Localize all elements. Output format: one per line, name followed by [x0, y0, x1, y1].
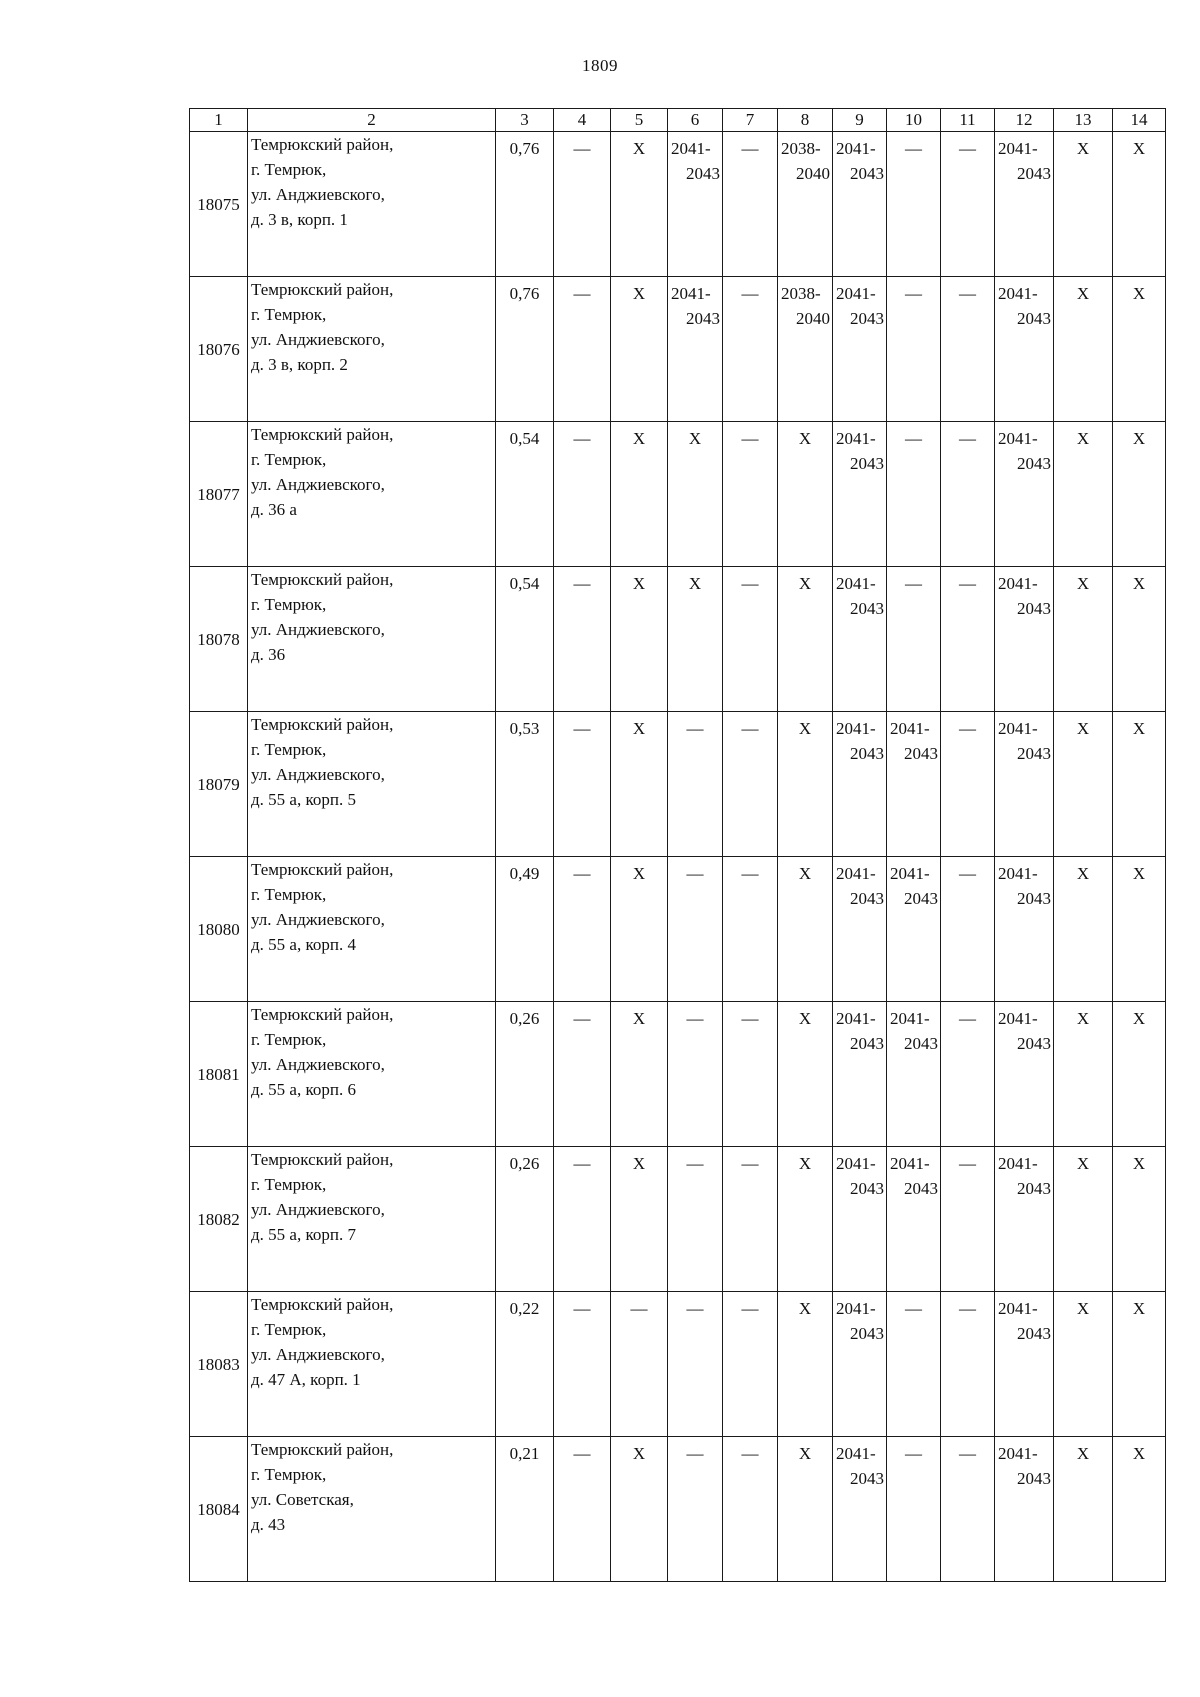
cell-col-8 [778, 1292, 833, 1437]
cell-line: 2043 [850, 889, 884, 908]
cell-col-14: X [1113, 1292, 1166, 1437]
address-line: Темрюкский район, [251, 1150, 394, 1169]
address-cell [248, 1292, 496, 1437]
column-header-14: 14 [1113, 109, 1166, 132]
cell-col-8 [778, 1437, 833, 1582]
cell-col-8 [778, 1147, 833, 1292]
address-cell [248, 712, 496, 857]
cell-col-5: X [611, 712, 668, 857]
address-line: Темрюкский район, [251, 425, 394, 444]
cell-line: 2043 [904, 1179, 938, 1198]
cell-line: 2041- [671, 284, 711, 303]
cell-line: 2041- [890, 1009, 930, 1028]
column-header-4: 4 [554, 109, 611, 132]
row-number: 18075 [190, 132, 248, 277]
cell-col-7: — [723, 277, 778, 422]
column-header-8: 8 [778, 109, 833, 132]
cell-col-10 [887, 712, 941, 857]
cell-col-3: 0,49 [496, 857, 554, 1002]
cell-line: 2043 [1017, 1469, 1051, 1488]
cell-col-12 [995, 567, 1054, 712]
cell-line: 2041- [998, 429, 1038, 448]
cell-line: 2043 [1017, 1324, 1051, 1343]
table-row [190, 132, 1166, 277]
cell-line: X [798, 1009, 812, 1028]
cell-col-8 [778, 857, 833, 1002]
cell-col-7: — [723, 1002, 778, 1147]
cell-col-14: X [1113, 277, 1166, 422]
row-number: 18077 [190, 422, 248, 567]
cell-col-11: — [941, 132, 995, 277]
cell-line: 2041- [836, 1299, 876, 1318]
cell-col-10 [887, 1147, 941, 1292]
cell-col-12 [995, 132, 1054, 277]
cell-col-14: X [1113, 567, 1166, 712]
address-line: д. 55 а, корп. 5 [251, 790, 356, 809]
cell-col-8 [778, 277, 833, 422]
cell-col-7: — [723, 712, 778, 857]
cell-col-6 [668, 712, 723, 857]
table-row [190, 712, 1166, 857]
cell-line: 2043 [850, 599, 884, 618]
address-line: Темрюкский район, [251, 1440, 394, 1459]
cell-col-4: — [554, 1437, 611, 1582]
cell-line: 2043 [850, 1034, 884, 1053]
cell-col-4: — [554, 132, 611, 277]
address-line: г. Темрюк, [251, 740, 327, 759]
cell-line: 2041- [998, 574, 1038, 593]
cell-col-4: — [554, 712, 611, 857]
register-table [189, 108, 1166, 1582]
cell-line: 2043 [904, 1034, 938, 1053]
table-row [190, 277, 1166, 422]
address-line: ул. Анджиевского, [251, 330, 385, 349]
cell-line: X [798, 719, 812, 738]
column-header-11: 11 [941, 109, 995, 132]
cell-line: 2041- [836, 864, 876, 883]
cell-col-8 [778, 422, 833, 567]
cell-line: 2038- [781, 284, 821, 303]
cell-line: 2043 [1017, 309, 1051, 328]
cell-col-12 [995, 1437, 1054, 1582]
address-line: д. 36 [251, 645, 286, 664]
column-header-2: 2 [248, 109, 496, 132]
row-number: 18080 [190, 857, 248, 1002]
cell-col-3: 0,26 [496, 1002, 554, 1147]
cell-col-10 [887, 857, 941, 1002]
cell-col-6 [668, 422, 723, 567]
address-line: г. Темрюк, [251, 450, 327, 469]
cell-line: 2041- [836, 284, 876, 303]
row-number: 18076 [190, 277, 248, 422]
cell-line: 2040 [796, 309, 830, 328]
cell-col-14: X [1113, 1147, 1166, 1292]
cell-line: — [686, 1009, 704, 1028]
cell-col-6 [668, 132, 723, 277]
address-line: Темрюкский район, [251, 715, 394, 734]
cell-col-12 [995, 712, 1054, 857]
table-body [190, 132, 1166, 1582]
address-cell [248, 1437, 496, 1582]
cell-col-3: 0,26 [496, 1147, 554, 1292]
column-header-6: 6 [668, 109, 723, 132]
cell-line: 2040 [796, 164, 830, 183]
address-line: д. 3 в, корп. 1 [251, 210, 348, 229]
cell-line: 2043 [850, 309, 884, 328]
cell-col-14: X [1113, 857, 1166, 1002]
cell-line: 2041- [836, 719, 876, 738]
cell-line: 2043 [1017, 1179, 1051, 1198]
cell-col-14: X [1113, 132, 1166, 277]
cell-col-7: — [723, 567, 778, 712]
cell-col-11: — [941, 567, 995, 712]
cell-col-5: X [611, 277, 668, 422]
row-number: 18083 [190, 1292, 248, 1437]
cell-col-13: X [1054, 1437, 1113, 1582]
address-line: ул. Анджиевского, [251, 765, 385, 784]
address-line: д. 3 в, корп. 2 [251, 355, 348, 374]
cell-line: X [798, 1299, 812, 1318]
cell-line: 2043 [850, 744, 884, 763]
address-cell [248, 857, 496, 1002]
cell-col-13: X [1054, 277, 1113, 422]
table-header [190, 109, 1166, 132]
address-line: Темрюкский район, [251, 570, 394, 589]
row-number: 18082 [190, 1147, 248, 1292]
cell-line: — [686, 719, 704, 738]
cell-line: 2041- [890, 1154, 930, 1173]
address-line: д. 36 а [251, 500, 297, 519]
cell-col-5: X [611, 1002, 668, 1147]
cell-line: 2041- [836, 574, 876, 593]
table-row [190, 1002, 1166, 1147]
cell-col-10: — [887, 422, 941, 567]
cell-line: 2043 [1017, 454, 1051, 473]
cell-col-5: — [611, 1292, 668, 1437]
cell-col-3: 0,54 [496, 567, 554, 712]
cell-col-9 [833, 712, 887, 857]
cell-line: 2041- [671, 139, 711, 158]
address-line: Темрюкский район, [251, 135, 394, 154]
cell-col-13: X [1054, 1002, 1113, 1147]
column-header-3: 3 [496, 109, 554, 132]
cell-col-6 [668, 1292, 723, 1437]
cell-col-5: X [611, 857, 668, 1002]
cell-col-3: 0,76 [496, 277, 554, 422]
address-line: ул. Анджиевского, [251, 1055, 385, 1074]
cell-line: 2043 [904, 889, 938, 908]
address-line: г. Темрюк, [251, 1030, 327, 1049]
cell-col-7: — [723, 1147, 778, 1292]
cell-col-13: X [1054, 712, 1113, 857]
cell-line: 2041- [998, 139, 1038, 158]
cell-col-3: 0,22 [496, 1292, 554, 1437]
column-header-10: 10 [887, 109, 941, 132]
cell-col-6 [668, 1147, 723, 1292]
cell-line: 2041- [836, 139, 876, 158]
cell-col-10: — [887, 132, 941, 277]
address-line: ул. Анджиевского, [251, 1200, 385, 1219]
cell-line: X [798, 1444, 812, 1463]
address-cell [248, 1002, 496, 1147]
cell-line: 2043 [850, 164, 884, 183]
row-number: 18081 [190, 1002, 248, 1147]
address-cell [248, 422, 496, 567]
cell-line: 2041- [998, 864, 1038, 883]
cell-col-9 [833, 1002, 887, 1147]
cell-col-13: X [1054, 1147, 1113, 1292]
cell-col-4: — [554, 277, 611, 422]
cell-col-11: — [941, 857, 995, 1002]
column-header-5: 5 [611, 109, 668, 132]
cell-col-14: X [1113, 1437, 1166, 1582]
cell-line: X [688, 429, 702, 448]
cell-col-10: — [887, 567, 941, 712]
address-line: Темрюкский район, [251, 860, 394, 879]
address-line: д. 55 а, корп. 7 [251, 1225, 356, 1244]
cell-line: 2041- [836, 429, 876, 448]
cell-col-12 [995, 1002, 1054, 1147]
cell-col-3: 0,54 [496, 422, 554, 567]
cell-col-10: — [887, 277, 941, 422]
cell-col-9 [833, 1147, 887, 1292]
cell-col-3: 0,76 [496, 132, 554, 277]
address-line: ул. Анджиевского, [251, 910, 385, 929]
cell-col-13: X [1054, 857, 1113, 1002]
column-header-12: 12 [995, 109, 1054, 132]
cell-col-4: — [554, 857, 611, 1002]
cell-col-9 [833, 277, 887, 422]
column-header-9: 9 [833, 109, 887, 132]
cell-line: 2043 [850, 1324, 884, 1343]
cell-col-9 [833, 1292, 887, 1437]
cell-col-7: — [723, 857, 778, 1002]
cell-line: X [798, 429, 812, 448]
cell-line: — [686, 1444, 704, 1463]
cell-col-10: — [887, 1437, 941, 1582]
cell-col-9 [833, 422, 887, 567]
table-row [190, 1437, 1166, 1582]
cell-col-9 [833, 1437, 887, 1582]
address-line: г. Темрюк, [251, 595, 327, 614]
cell-line: 2041- [836, 1444, 876, 1463]
address-line: ул. Анджиевского, [251, 1345, 385, 1364]
table-row [190, 1147, 1166, 1292]
cell-col-11: — [941, 712, 995, 857]
cell-col-7: — [723, 132, 778, 277]
address-line: г. Темрюк, [251, 1465, 327, 1484]
cell-col-6 [668, 857, 723, 1002]
address-cell [248, 567, 496, 712]
cell-line: 2043 [1017, 889, 1051, 908]
cell-col-12 [995, 422, 1054, 567]
cell-line: 2043 [850, 454, 884, 473]
address-line: д. 55 а, корп. 6 [251, 1080, 356, 1099]
table-row [190, 857, 1166, 1002]
cell-col-5: X [611, 1147, 668, 1292]
cell-line: 2041- [836, 1154, 876, 1173]
address-line: г. Темрюк, [251, 885, 327, 904]
cell-line: 2043 [904, 744, 938, 763]
cell-col-14: X [1113, 1002, 1166, 1147]
cell-line: 2043 [1017, 744, 1051, 763]
cell-col-11: — [941, 1292, 995, 1437]
table-row [190, 1292, 1166, 1437]
cell-col-6 [668, 1002, 723, 1147]
cell-col-7: — [723, 1437, 778, 1582]
cell-line: 2041- [890, 719, 930, 738]
cell-col-12 [995, 857, 1054, 1002]
cell-line: — [686, 1154, 704, 1173]
cell-col-9 [833, 567, 887, 712]
cell-col-14: X [1113, 422, 1166, 567]
cell-col-9 [833, 132, 887, 277]
cell-col-8 [778, 1002, 833, 1147]
cell-col-12 [995, 1147, 1054, 1292]
cell-line: 2043 [1017, 164, 1051, 183]
cell-line: 2041- [998, 719, 1038, 738]
column-header-1: 1 [190, 109, 248, 132]
page-number: 1809 [582, 56, 618, 75]
cell-col-10 [887, 1002, 941, 1147]
cell-col-10: — [887, 1292, 941, 1437]
cell-line: 2041- [998, 1299, 1038, 1318]
address-cell [248, 132, 496, 277]
address-line: д. 55 а, корп. 4 [251, 935, 356, 954]
cell-col-11: — [941, 1147, 995, 1292]
address-line: ул. Анджиевского, [251, 185, 385, 204]
cell-col-6 [668, 1437, 723, 1582]
cell-line: 2041- [890, 864, 930, 883]
cell-line: 2041- [998, 284, 1038, 303]
address-line: ул. Советская, [251, 1490, 354, 1509]
address-line: г. Темрюк, [251, 160, 327, 179]
cell-col-12 [995, 277, 1054, 422]
cell-line: X [798, 574, 812, 593]
address-line: Темрюкский район, [251, 1295, 394, 1314]
address-line: д. 43 [251, 1515, 286, 1534]
row-number: 18078 [190, 567, 248, 712]
cell-line: 2043 [850, 1469, 884, 1488]
address-line: г. Темрюк, [251, 1175, 327, 1194]
cell-col-4: — [554, 1147, 611, 1292]
cell-col-6 [668, 567, 723, 712]
cell-col-11: — [941, 277, 995, 422]
cell-col-11: — [941, 422, 995, 567]
cell-col-13: X [1054, 132, 1113, 277]
address-line: Темрюкский район, [251, 1005, 394, 1024]
cell-col-4: — [554, 422, 611, 567]
cell-col-12 [995, 1292, 1054, 1437]
cell-line: X [798, 1154, 812, 1173]
cell-line: 2041- [998, 1444, 1038, 1463]
table-row [190, 567, 1166, 712]
cell-col-13: X [1054, 1292, 1113, 1437]
cell-line: 2038- [781, 139, 821, 158]
cell-col-11: — [941, 1437, 995, 1582]
cell-line: 2043 [686, 309, 720, 328]
cell-col-14: X [1113, 712, 1166, 857]
address-line: ул. Анджиевского, [251, 475, 385, 494]
cell-col-6 [668, 277, 723, 422]
cell-col-5: X [611, 132, 668, 277]
cell-col-5: X [611, 1437, 668, 1582]
cell-col-5: X [611, 422, 668, 567]
row-number: 18084 [190, 1437, 248, 1582]
cell-line: 2041- [998, 1009, 1038, 1028]
address-line: Темрюкский район, [251, 280, 394, 299]
cell-col-4: — [554, 1292, 611, 1437]
cell-col-13: X [1054, 422, 1113, 567]
cell-line: 2043 [1017, 599, 1051, 618]
column-header-13: 13 [1054, 109, 1113, 132]
cell-col-7: — [723, 422, 778, 567]
cell-col-11: — [941, 1002, 995, 1147]
cell-line: — [686, 1299, 704, 1318]
cell-line: 2041- [998, 1154, 1038, 1173]
column-header-7: 7 [723, 109, 778, 132]
cell-col-13: X [1054, 567, 1113, 712]
cell-col-8 [778, 567, 833, 712]
cell-line: X [688, 574, 702, 593]
address-line: ул. Анджиевского, [251, 620, 385, 639]
cell-line: 2043 [850, 1179, 884, 1198]
cell-line: 2043 [686, 164, 720, 183]
address-line: д. 47 А, корп. 1 [251, 1370, 361, 1389]
cell-line: 2041- [836, 1009, 876, 1028]
cell-col-3: 0,21 [496, 1437, 554, 1582]
cell-col-5: X [611, 567, 668, 712]
cell-col-7: — [723, 1292, 778, 1437]
cell-col-4: — [554, 1002, 611, 1147]
cell-col-3: 0,53 [496, 712, 554, 857]
address-line: г. Темрюк, [251, 305, 327, 324]
cell-col-4: — [554, 567, 611, 712]
table-row [190, 422, 1166, 567]
header-row [190, 109, 1166, 132]
cell-line: — [686, 864, 704, 883]
row-number: 18079 [190, 712, 248, 857]
address-cell [248, 1147, 496, 1292]
cell-line: 2043 [1017, 1034, 1051, 1053]
cell-line: X [798, 864, 812, 883]
cell-col-8 [778, 132, 833, 277]
cell-col-8 [778, 712, 833, 857]
address-cell [248, 277, 496, 422]
address-line: г. Темрюк, [251, 1320, 327, 1339]
cell-col-9 [833, 857, 887, 1002]
